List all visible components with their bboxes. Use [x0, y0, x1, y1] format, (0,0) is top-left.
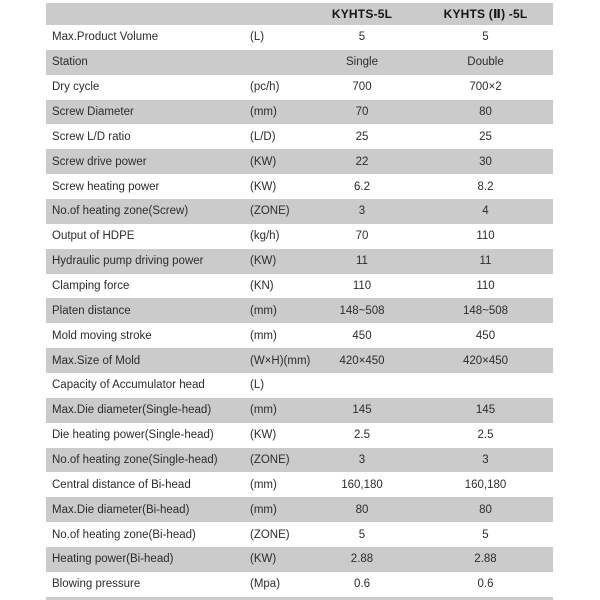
unit-label: (L): [250, 31, 265, 44]
param-label: Screw drive power: [52, 155, 147, 168]
value-model-b: 160,180: [464, 478, 507, 491]
value-model-b: 148~508: [462, 304, 509, 317]
value-model-b: 2.5: [477, 429, 494, 442]
table-row: [46, 547, 553, 572]
value-model-b: 2.88: [474, 553, 497, 566]
table-row: [46, 298, 553, 323]
param-label: Die heating power(Single-head): [52, 429, 214, 442]
unit-label: (ZONE): [250, 528, 290, 541]
param-label: Max.Die diameter(Bi-head): [52, 503, 190, 516]
value-model-a: 11: [356, 255, 368, 268]
param-label: No.of heating zone(Single-head): [52, 454, 218, 467]
table-row: [46, 522, 553, 547]
param-label: Screw heating power: [52, 180, 160, 193]
unit-label: (KW): [250, 180, 277, 193]
param-label: Output of HDPE: [52, 230, 135, 243]
value-model-a: 450: [352, 329, 372, 342]
unit-label: (KW): [250, 429, 277, 442]
value-model-b: 420×450: [462, 354, 509, 367]
value-model-b: 145: [475, 404, 496, 417]
unit-label: (KW): [250, 255, 277, 268]
unit-label: (W×H)(mm): [250, 354, 311, 367]
param-label: Heating power(Bi-head): [52, 553, 174, 566]
value-model-b: 30: [479, 155, 492, 168]
value-model-b: Double: [467, 56, 504, 69]
value-model-a: 2.88: [350, 553, 374, 566]
value-model-a: 25: [355, 130, 369, 143]
value-model-b: 0.6: [477, 578, 494, 591]
value-model-a: 70: [355, 106, 369, 118]
value-model-a: 3: [358, 205, 366, 218]
value-model-a: 0.6: [354, 578, 370, 591]
table-row: [46, 100, 553, 125]
param-label: Station: [52, 56, 88, 69]
unit-label: (mm): [250, 503, 277, 516]
param-label: Max.Product Volume: [52, 31, 159, 44]
column-header-model-b: KYHTS (Ⅱ) -5L: [443, 7, 528, 21]
param-label: Central distance of Bi-head: [52, 478, 191, 491]
param-label: Screw Diameter: [52, 106, 134, 118]
table-row: [46, 124, 553, 149]
cutoff-row-strip: [46, 597, 553, 600]
table-row: [46, 25, 553, 50]
spec-table: [46, 3, 553, 600]
unit-label: (mm): [250, 106, 277, 118]
value-model-a: 420×450: [339, 354, 385, 367]
table-row: [46, 249, 553, 274]
unit-label: (mm): [250, 304, 277, 317]
table-row: [46, 149, 553, 174]
value-model-b: 4: [482, 205, 489, 218]
table-row: [46, 75, 553, 100]
unit-label: (ZONE): [250, 205, 290, 218]
unit-label: (kg/h): [250, 230, 280, 243]
value-model-a: 22: [355, 155, 369, 168]
value-model-a: 2.5: [354, 429, 370, 442]
value-model-b: 450: [475, 329, 496, 342]
value-model-a: 145: [352, 404, 372, 417]
table-row: [46, 348, 553, 373]
value-model-a: 110: [352, 280, 372, 293]
table-row: [46, 274, 553, 299]
param-label: Dry cycle: [52, 81, 100, 94]
value-model-b: 3: [482, 454, 489, 467]
param-label: Blowing pressure: [52, 578, 141, 591]
value-model-b: 25: [479, 130, 492, 143]
value-model-b: 80: [479, 503, 492, 516]
table-row: [46, 423, 553, 448]
param-label: Mold moving stroke: [52, 329, 152, 342]
unit-label: (ZONE): [250, 454, 290, 467]
param-label: Max.Die diameter(Single-head): [52, 404, 212, 417]
unit-label: (pc/h): [250, 81, 280, 94]
table-row: [46, 572, 553, 597]
value-model-b: 110: [476, 280, 495, 293]
value-model-a: Single: [346, 56, 378, 69]
value-model-b: 700×2: [469, 81, 502, 94]
param-label: No.of heating zone(Bi-head): [52, 528, 196, 541]
value-model-b: 8.2: [477, 180, 494, 193]
value-model-a: 700: [352, 81, 372, 94]
value-model-a: 5: [358, 528, 366, 541]
table-row: [46, 199, 553, 224]
table-header-row: [46, 3, 553, 25]
unit-label: (mm): [250, 329, 277, 342]
unit-label: (KW): [250, 553, 277, 566]
table-row: [46, 323, 553, 348]
param-label: Clamping force: [52, 280, 130, 293]
table-row: [46, 472, 553, 497]
table-row: [46, 174, 553, 199]
value-model-b: 5: [482, 31, 489, 44]
value-model-b: 80: [479, 106, 492, 118]
table-row: [46, 448, 553, 473]
unit-label: (KW): [250, 155, 277, 168]
value-model-a: 148~508: [339, 304, 385, 317]
value-model-b: 5: [482, 528, 489, 541]
table-body: [46, 25, 553, 597]
value-model-b: 11: [479, 255, 492, 268]
table-row: [46, 398, 553, 423]
value-model-a: 70: [355, 230, 369, 243]
param-label: Screw L/D ratio: [52, 130, 131, 143]
unit-label: (Mpa): [250, 578, 281, 591]
param-label: Capacity of Accumulator head: [52, 379, 205, 392]
table-row: [46, 373, 553, 398]
value-model-a: 5: [358, 31, 366, 44]
value-model-b: 110: [476, 230, 495, 243]
param-label: Max.Size of Mold: [52, 354, 141, 367]
column-header-model-a: KYHTS-5L: [331, 7, 393, 21]
value-model-a: 160,180: [341, 478, 383, 491]
unit-label: (KN): [250, 280, 274, 293]
table-row: [46, 50, 553, 75]
table-row: [46, 497, 553, 522]
value-model-a: 80: [355, 503, 369, 516]
unit-label: (mm): [250, 478, 277, 491]
value-model-a: 3: [358, 454, 366, 467]
unit-label: (L/D): [250, 130, 276, 143]
value-model-a: 6.2: [354, 180, 370, 193]
table-row: [46, 224, 553, 249]
param-label: No.of heating zone(Screw): [52, 205, 189, 218]
param-label: Platen distance: [52, 304, 131, 317]
unit-label: (L): [250, 379, 265, 392]
param-label: Hydraulic pump driving power: [52, 255, 204, 268]
unit-label: (mm): [250, 404, 277, 417]
